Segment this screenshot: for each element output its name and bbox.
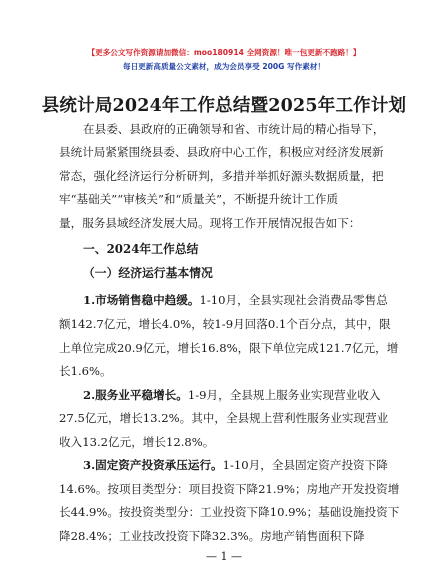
promo-banner-line2: 每日更新高质量公文素材，成为会员享受 200G 写作素材！ [122, 62, 326, 71]
paragraph-1-lead: 1.市场销售稳中趋缓。 [83, 293, 200, 307]
intro-line-4: 牢“基础关”“审核关”和“质量关”，不断提升统计工作质 [59, 192, 339, 206]
paragraph-3-line-4: 降28.4%；工业技改投资下降32.3%。房地产销售面积下降 [59, 529, 365, 543]
paragraph-3-first-line [83, 454, 417, 478]
paragraph-1-line-1: 1-10月，全县实现社会消费品零售总 [199, 293, 388, 307]
paragraph-1-line-3: 上单位完成20.9亿元，增长16.8%，限下单位完成121.7亿元，增 [59, 341, 399, 355]
paragraph-2-line-2: 27.5亿元，增长13.2%。其中，全县规上营利性服务业实现营业 [59, 411, 389, 425]
page-number: — 1 — [206, 550, 242, 563]
subsection-heading: （一）经济运行基本情况 [83, 266, 213, 280]
paragraph-3-lead: 3.固定资产投资承压运行。 [83, 458, 223, 472]
paragraph-1-line-2: 额142.7亿元，增长4.0%，较1-9月回落0.1个百分点，其中，限 [59, 317, 391, 331]
paragraph-3-line-2: 14.6%。按项目类型分：项目投资下降21.9%；房地产开发投资增 [59, 482, 400, 496]
intro-line-3: 常态，强化经济运行分析研判，多措并举抓好源头数据质量，把 [59, 169, 384, 183]
paragraph-1-first-line [83, 289, 417, 313]
intro-line-1: 在县委、县政府的正确领导和省、市统计局的精心指导下， [83, 122, 385, 136]
paragraph-1-line-4: 长1.6%。 [59, 364, 112, 378]
section-heading: 一、2024年工作总结 [83, 242, 199, 256]
document-title: 县统计局2024年工作总结暨2025年工作计划 [41, 96, 407, 116]
paragraph-2-line-1: 1-9月，全县规上服务业实现营业收入 [187, 388, 381, 402]
paragraph-3-line-1: 1-10月，全县固定资产投资下降 [222, 458, 388, 472]
intro-line-5: 量，服务县域经济发展大局。现将工作开展情况报告如下： [59, 216, 361, 230]
paragraph-3-line-3: 长44.9%。按投资类型分：工业投资下降10.9%；基础设施投资下 [59, 505, 400, 519]
promo-banner-line1: 【更多公文写作资源请加微信：moo180914 全网资源！唯一包更新不跑路！】 [87, 48, 361, 57]
paragraph-2-first-line [83, 384, 417, 408]
paragraph-2-line-3: 收入13.2亿元，增长12.8%。 [59, 435, 215, 449]
paragraph-2-lead: 2.服务业平稳增长。 [83, 388, 188, 402]
intro-line-2: 县统计局紧紧围绕县委、县政府中心工作，积极应对经济发展新 [59, 145, 384, 159]
